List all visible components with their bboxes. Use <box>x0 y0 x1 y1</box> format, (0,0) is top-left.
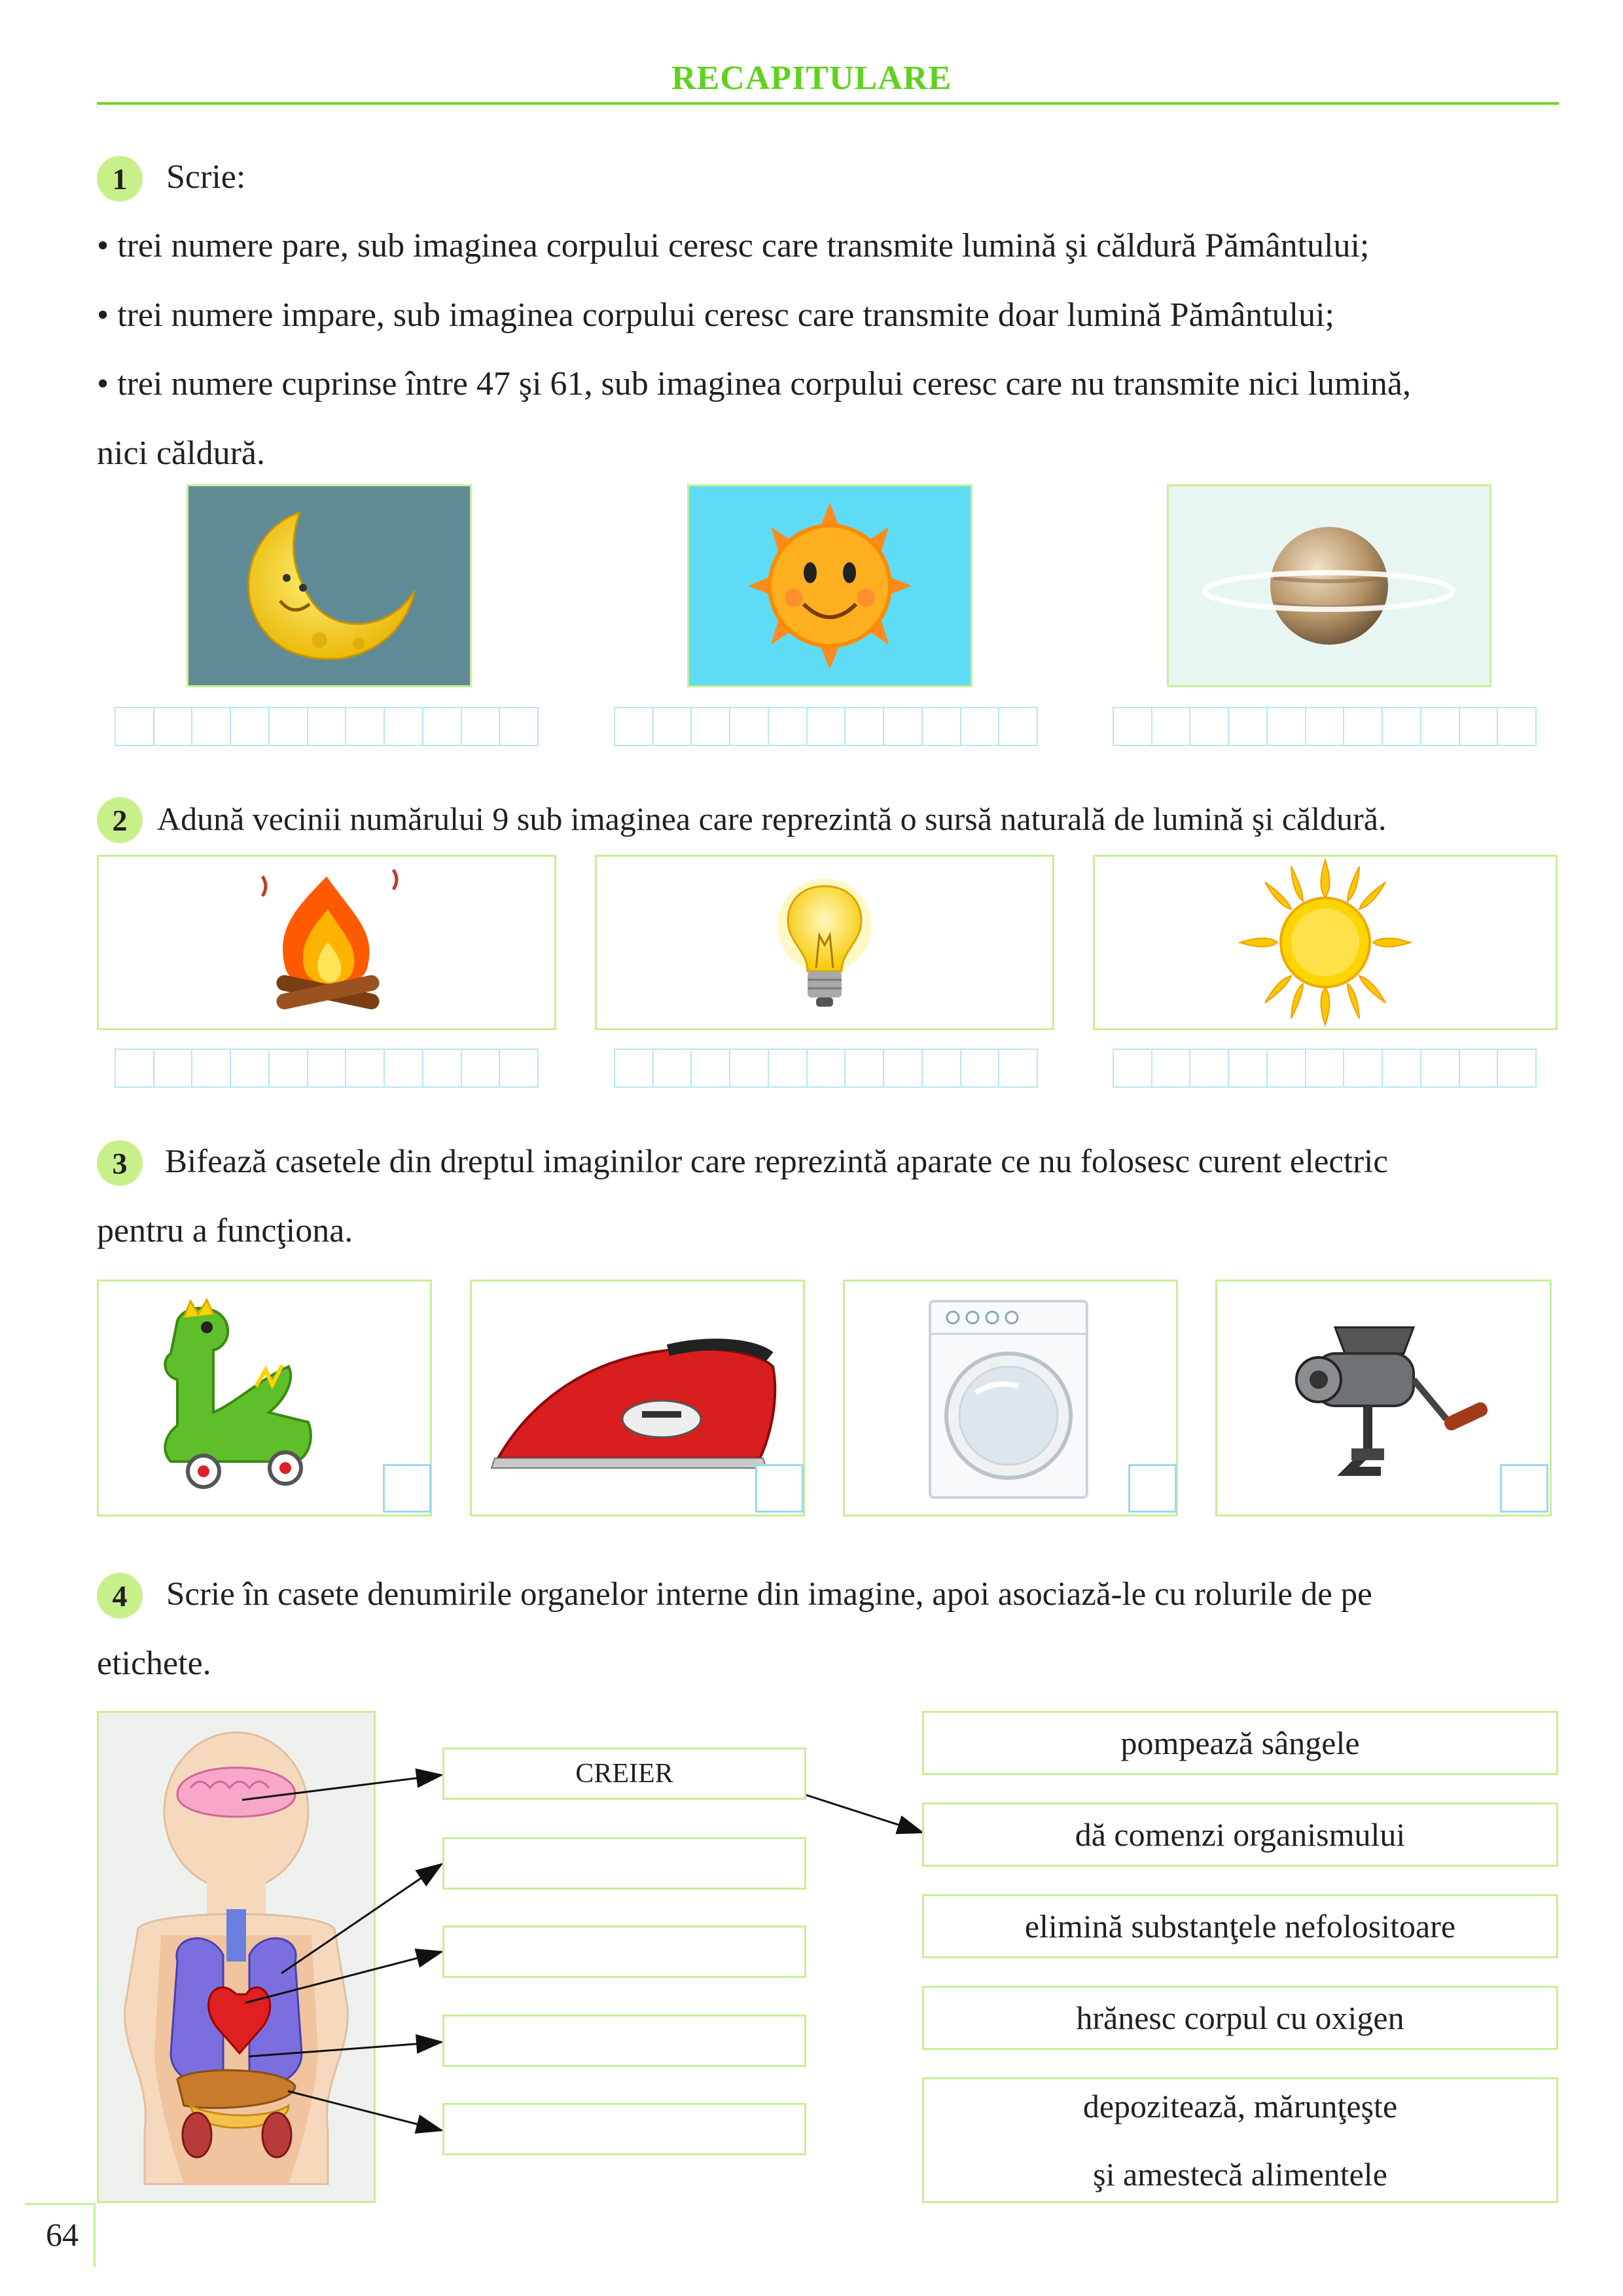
page-number: 64 <box>46 2216 79 2253</box>
exercise-3-instruction-line-2: pentru a funcţiona. <box>97 1212 353 1249</box>
role-label-5 <box>922 2077 1558 2203</box>
role-label-3: elimină substanţele nefolositoare <box>922 1894 1558 1958</box>
role-label-5-line-1: depozitează, mărunţeşte <box>1082 2088 1398 2125</box>
organ-answer-box-3[interactable] <box>442 1926 806 1978</box>
role-label-2: dă comenzi organismului <box>922 1803 1558 1867</box>
exercise-1-bullet-2: • trei numere impare, sub imaginea corpului ceresc care transmite doar lumină Pământului; <box>97 296 1334 334</box>
exercise-1-number: 1 <box>97 156 143 202</box>
role-label-5-line-2: şi amestecă alimentele <box>1093 2156 1387 2193</box>
exercise-2-instruction: Adună vecinii numărului 9 sub imaginea care reprezintă o sursă naturală de lumină şi căldură. <box>157 800 1387 837</box>
role-label-4: hrănesc corpul cu oxigen <box>922 1986 1558 2050</box>
exercise-1-bullet-3: • trei numere cuprinse între 47 şi 61, sub imaginea corpului ceresc care nu transmite nici lumină, <box>97 365 1411 403</box>
organ-answer-box-2[interactable] <box>442 1837 806 1890</box>
organ-answer-box-5[interactable] <box>442 2103 806 2155</box>
exercise-1-continuation: nici căldură. <box>97 435 265 472</box>
role-label-1: pompează sângele <box>922 1711 1558 1775</box>
exercise-2-number: 2 <box>97 797 143 843</box>
exercise-3-instruction-line-1: Bifează casetele din dreptul imaginilor care reprezintă aparate ce nu folosesc curent electric <box>165 1143 1388 1180</box>
organ-answer-box-1[interactable]: CREIER <box>442 1748 806 1800</box>
exercise-1-bullet-1: • trei numere pare, sub imaginea corpului ceresc care transmite lumină şi căldură Pământului; <box>97 227 1370 264</box>
exercise-4-instruction-line-1: Scrie în casete denumirile organelor interne din imagine, apoi asociază-le cu rolurile de pe <box>166 1576 1372 1613</box>
page-title: RECAPITULARE <box>671 60 952 97</box>
exercise-4-number: 4 <box>97 1573 143 1619</box>
exercise-1-heading: Scrie: <box>166 158 246 196</box>
exercise-3-number: 3 <box>97 1140 143 1186</box>
exercise-4-instruction-line-2: etichete. <box>97 1645 211 1682</box>
organ-answer-box-4[interactable] <box>442 2015 806 2067</box>
